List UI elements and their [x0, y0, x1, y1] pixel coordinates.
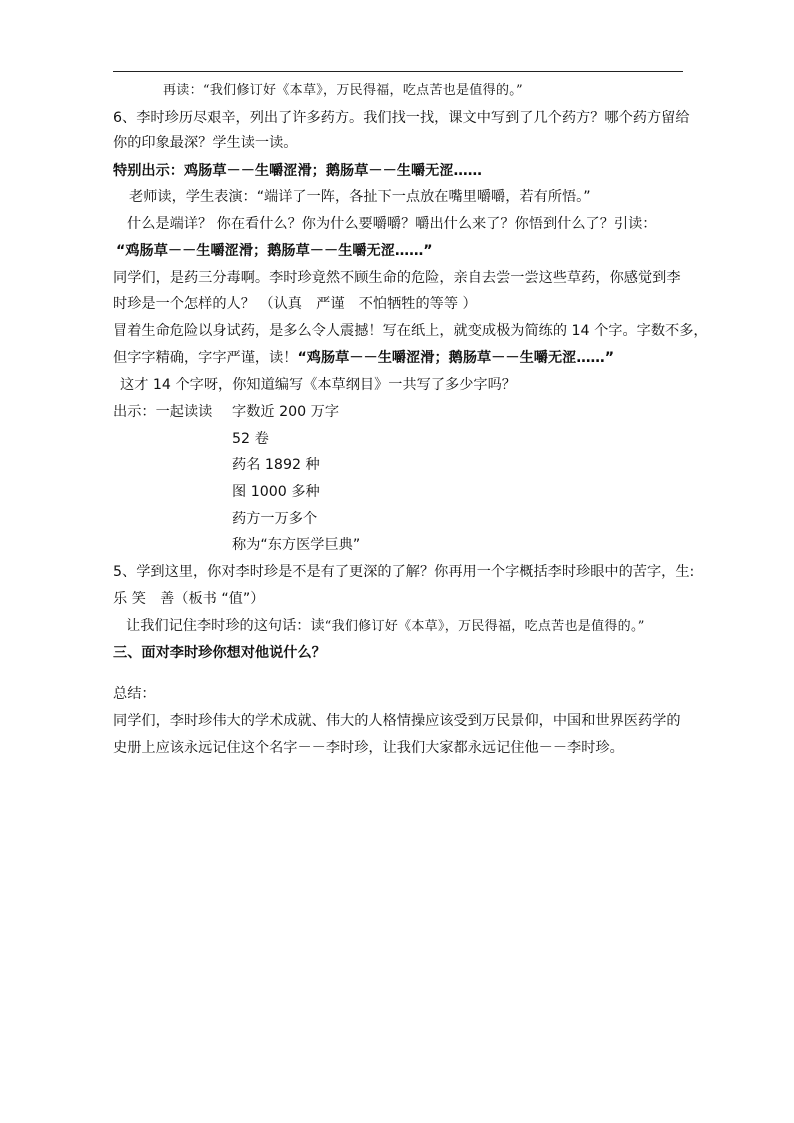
reread-line	[163, 80, 523, 101]
question-6-line-1: 6、李时珍历尽艰辛，列出了许多药方。我们找一找，课文中写到了几个药方？哪个药方留给	[113, 110, 690, 126]
teacher-read-line: 老师读，学生表演：“端详了一阵，各扯下一点放在嘴里嚼嚼，若有所悟。”	[129, 189, 591, 205]
show-item-words: 字数近 200 万字	[232, 404, 340, 420]
question-5-line-2: 乐 笑 善（板书 “值”）	[113, 591, 265, 607]
show-item-title: 称为“东方医学巨典”	[232, 537, 361, 553]
question-6-line-2: 你的印象最深？学生读一读。	[113, 135, 298, 151]
remember-line	[126, 616, 645, 637]
special-show-line: 特别出示：鸡肠草－－生嚼涩滑；鹅肠草－－生嚼无涩……	[113, 163, 482, 179]
show-label: 出示：一起读读	[113, 404, 213, 420]
paragraph-2-line-2	[113, 348, 614, 368]
summary-label: 总结：	[113, 686, 156, 702]
show-item-prescriptions: 药方一万多个	[232, 511, 318, 527]
paragraph-2-quote: “鸡肠草－－生嚼涩滑；鹅肠草－－生嚼无涩……”	[297, 350, 615, 366]
paragraph-2-prefix: 但字字精确，字字严谨，读！	[113, 350, 298, 366]
remember-quote: “我们修订好《本草》，万民得福，吃点苦也是值得的。”	[324, 619, 645, 634]
reread-text: 再读：“我们修订好《本草》，万民得福，吃点苦也是值得的。”	[163, 83, 523, 98]
paragraph-1-line-2: 时珍是一个怎样的人？ （认真 严谨 不怕牺牲的等等 ）	[113, 296, 477, 312]
show-item-drug-names: 药名 1892 种	[232, 457, 320, 473]
question-line: 什么是端详？ 你在看什么？你为什么要嚼嚼？嚼出什么来了？你悟到什么了？引读：	[127, 216, 657, 232]
show-item-volumes: 52 卷	[232, 431, 269, 447]
header-rule	[113, 71, 683, 72]
quote-line-1: “鸡肠草－－生嚼涩滑；鹅肠草－－生嚼无涩……”	[116, 243, 433, 259]
paragraph-3-line: 这才 14 个字呀，你知道编写《本草纲目》一共写了多少字吗？	[120, 377, 516, 393]
summary-line-1: 同学们，李时珍伟大的学术成就、伟大的人格情操应该受到万民景仰，中国和世界医药学的	[113, 713, 681, 729]
paragraph-2-line-1: 冒着生命危险以身试药，是多么令人震撼！写在纸上，就变成极为简练的 14 个字。字数不多，	[113, 323, 708, 339]
section-3-heading: 三、面对李时珍你想对他说什么？	[113, 645, 326, 661]
remember-prefix: 让我们记住李时珍的这句话：读	[126, 618, 325, 634]
paragraph-1-line-1: 同学们，是药三分毒啊。李时珍竟然不顾生命的危险，亲自去尝一尝这些草药，你感觉到李	[113, 270, 681, 286]
question-5-line-1: 5、学到这里，你对李时珍是不是有了更深的了解？你再用一个字概括李时珍眼中的苦字，生:	[113, 564, 695, 580]
show-item-figures: 图 1000 多种	[232, 484, 320, 500]
summary-line-2: 史册上应该永远记住这个名字－－李时珍，让我们大家都永远记住他－－李时珍。	[113, 740, 624, 756]
